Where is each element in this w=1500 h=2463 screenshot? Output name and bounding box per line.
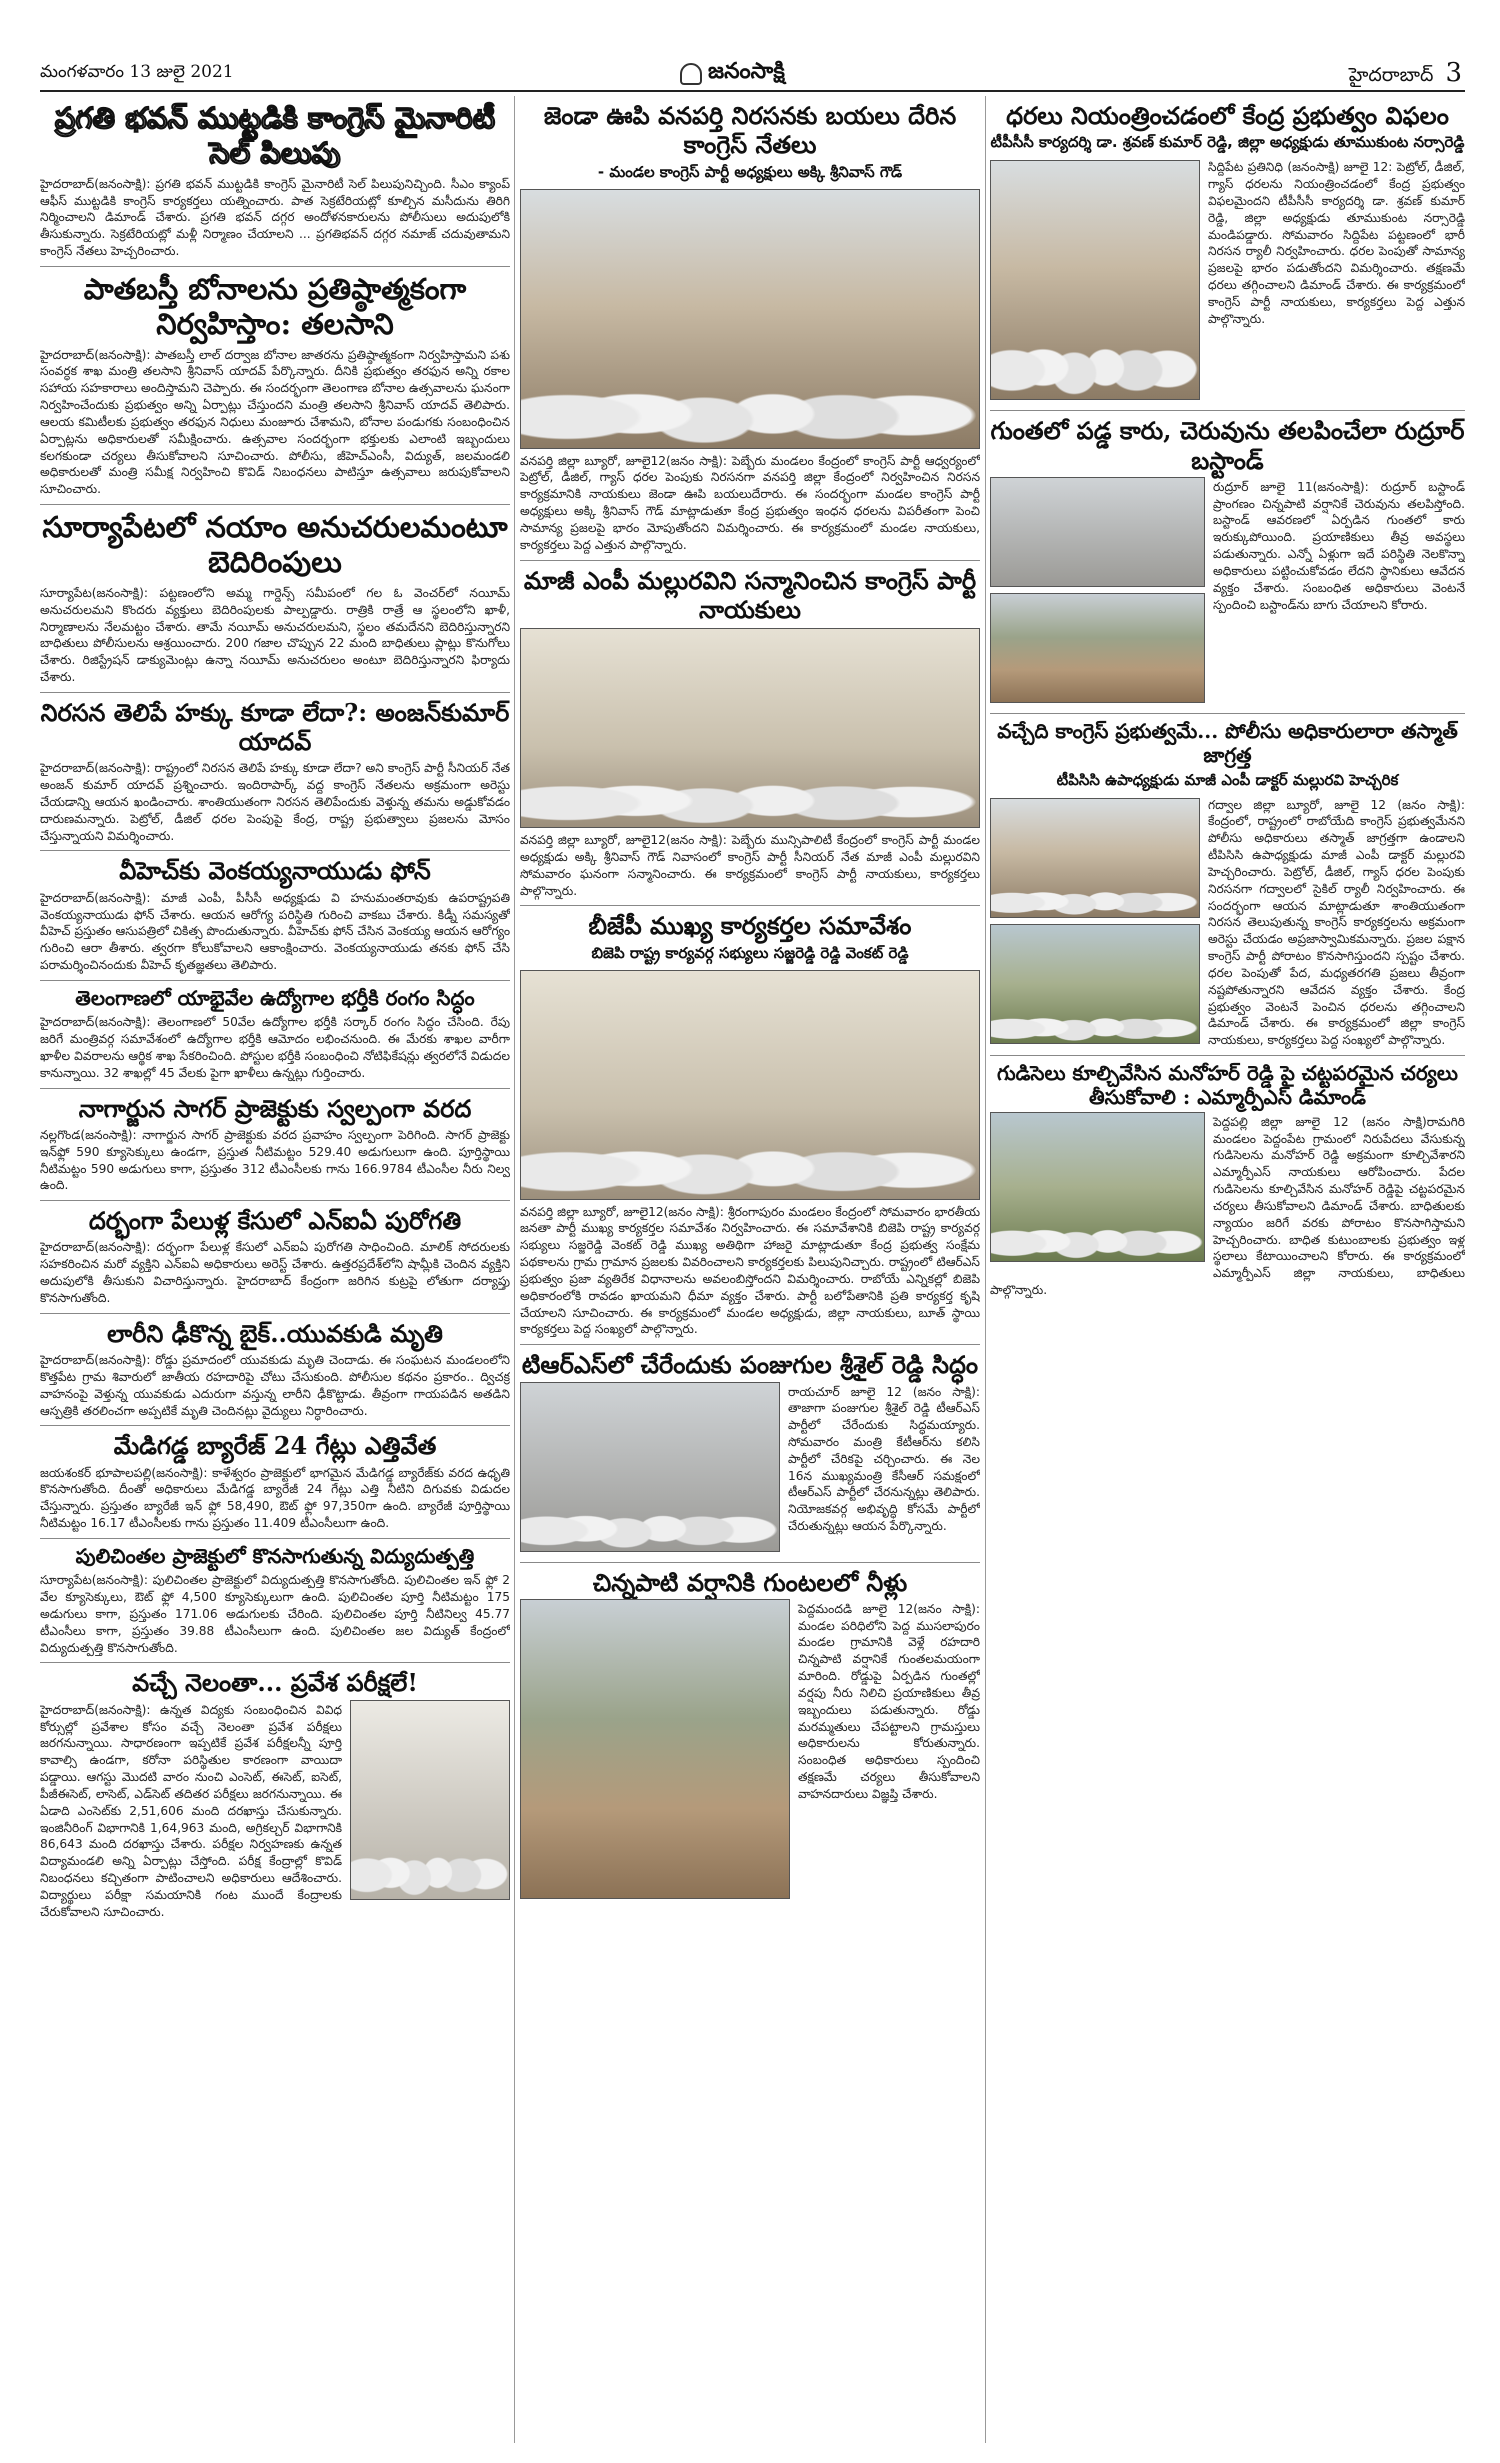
article-headline: లారీని ఢీకొన్న బైక్..యువకుడి మృతి [107, 1318, 443, 1348]
article [520, 561, 980, 907]
article-body: సూర్యాపేట(జనంసాక్షి): పట్టణంలోని అమ్మ గార్డెన్స్ సమీపంలో గల ఓ వెంచర్‌లో నయీమ్ అనుచరులమని కొందరు వ్యక్తులు బెదిరింపులకు పాల్పడ్డారు. రాత్రికి రాత్రే ఆ స్థలంలోని ఖాళీ, నిర్మాణాలను నేలమట్టం చేశారు. తామే నయీమ్ అనుచరులమని, స్థలం తమదేనని బెదిరిస్తున్నారని బాధితులు పోలీసులను ఆశ్రయించారు. 200 గజాల చొప్పున 22 మంది బాధితులు ప్లాట్లు కొనుగోలు చేశారు. రిజిస్ట్రేషన్ డాక్యుమెంట్లు ఉన్నా నయీమ్ అనుచరులం అంటూ బెదిరిస్తున్నారని ఫిర్యాదు చేశారు. [40, 585, 510, 684]
article-photo [520, 1382, 780, 1552]
newspaper-logo [680, 58, 785, 89]
article [520, 906, 980, 1345]
article-body: హైదరాబాద్(జనంసాక్షి): ఉన్నత విద్యకు సంబంధించిన వివిధ కోర్సుల్లో ప్రవేశాల కోసం వచ్చే నెలంతా ప్రవేశ పరీక్షలు జరగనున్నాయి. సాధారణంగా ఇప్పటికే ప్రవేశ పరీక్షలన్నీ పూర్తి కావాల్సి ఉండగా, కరోనా పరిస్థితుల కారణంగా వాయిదా పడ్డాయి. ఆగస్టు మొదటి వారం నుంచి ఎంసెట్, ఈసెట్, ఐసెట్, పీజీఈసెట్, లాసెట్, ఎడ్‌సెట్ తదితర పరీక్షలు జరగనున్నాయి. ఈ ఏడాది ఎంసెట్‌కు 2,51,606 మంది దరఖాస్తు చేసుకున్నారు. ఇంజినీరింగ్ విభాగానికి 1,64,963 మంది, అగ్రికల్చర్ విభాగానికి 86,643 మంది దరఖాస్తు చేశారు. పరీక్షల నిర్వహణకు ఉన్నత విద్యామండలి అన్ని ఏర్పాట్లు చేస్తోంది. పరీక్ష కేంద్రాల్లో కొవిడ్ నిబంధనలు కచ్చితంగా పాటించాలని అధికారులు ఆదేశించారు. విద్యార్థులు పరీక్షా సమయానికి గంట ముందే కేంద్రాలకు చేరుకోవాలని సూచించారు. [40, 1702, 342, 1919]
article-photo [990, 924, 1200, 1044]
article-body: రాయచూర్ జూలై 12 (జనం సాక్షి): తాజాగా పంజుగుల శ్రీశైల్ రెడ్డి టీఆర్ఎస్ పార్టీలో చేరేందుకు సిద్ధమయ్యారు. సోమవారం మంత్రి కేటీఆర్‌ను కలిసి పార్టీలో చేరికపై చర్చించారు. ఈ నెల 16న ముఖ్యమంత్రి కేసీఆర్ సమక్షంలో టీఆర్ఎస్ పార్టీలో చేరనున్నట్లు తెలిపారు. నియోజకవర్గ అభివృద్ధి కోసమే పార్టీలో చేరుతున్నట్లు ఆయన పేర్కొన్నారు. [788, 1384, 980, 1534]
article-headline: సూర్యాపేటలో నయాం అనుచరులమంటూ బెదిరింపులు [42, 510, 508, 580]
article-headline: టిఆర్ఎస్‌లో చేరేందుకు పంజుగుల శ్రీశైల్ రెడ్డి సిద్ధం [521, 1350, 979, 1380]
article-headline: దర్భంగా పేలుళ్ల కేసులో ఎన్ఐఏ పురోగతి [88, 1206, 462, 1236]
article-photo [350, 1700, 510, 1900]
article [40, 1201, 510, 1314]
article-body: జయశంకర్ భూపాలపల్లి(జనంసాక్షి): కాళేశ్వరం ప్రాజెక్టులో భాగమైన మేడిగడ్డ బ్యారేజ్‌కు వరద ఉధృతి కొనసాగుతోంది. దీంతో అధికారులు మేడిగడ్డ బ్యారేజీ 24 గేట్లు ఎత్తి నీటిని దిగువకు విడుదల చేస్తున్నారు. ప్రస్తుతం బ్యారేజీ ఇన్ ఫ్లో 58,490, ఔట్ ఫ్లో 97,350గా ఉంది. బ్యారేజీ పూర్తిస్థాయి నీటిమట్టం 16.17 టీఎంసీలకు గాను ప్రస్తుతం 11.409 టీఎంసీలుగా ఉంది. [40, 1465, 510, 1531]
article-photo [990, 160, 1200, 400]
article-photo [520, 970, 980, 1200]
article-photo [520, 1599, 790, 1899]
article-body: పెద్దపల్లి జిల్లా జూలై 12 (జనం సాక్షి)రామగిరి మండలం పెద్దంపేట గ్రామంలో నిరుపేదలు వేసుకున్న గుడిసెలను మనోహర్ రెడ్డి అక్రమంగా కూల్చివేశారని ఎమ్మార్పీఎస్ నాయకులు ఆరోపించారు. పేదల గుడిసెలను కూల్చివేసిన మనోహర్ రెడ్డిపై చట్టపరమైన చర్యలు తీసుకోవాలని డిమాండ్ చేశారు. బాధితులకు న్యాయం జరిగే వరకు పోరాటం కొనసాగిస్తామని హెచ్చరించారు. బాధిత కుటుంబాలకు ప్రభుత్వం ఇళ్ల స్థలాలు కేటాయించాలని కోరారు. ఈ కార్యక్రమంలో ఎమ్మార్పీఎస్ జిల్లా నాయకులు, బాధితులు పాల్గొన్నారు. [990, 1114, 1465, 1298]
article-body: సిద్దిపేట ప్రతినిధి (జనంసాక్షి) జూలై 12: పెట్రోల్, డీజిల్, గ్యాస్ ధరలను నియంత్రించడంలో కేంద్ర ప్రభుత్వం విఫలమైందని టీపీసీసీ కార్యదర్శి డా. శ్రవణ్ కుమార్ రెడ్డి, జిల్లా అధ్యక్షుడు తూముకుంట నర్సారెడ్డి మండిపడ్డారు. సోమవారం సిద్దిపేట పట్టణంలో భారీ నిరసన ర్యాలీ నిర్వహించారు. ధరల పెంపుతో సామాన్య ప్రజలపై భారం పడుతోందని విమర్శించారు. తక్షణమే ధరలు తగ్గించాలని డిమాండ్ చేశారు. ఈ కార్యక్రమంలో కాంగ్రెస్ పార్టీ నాయకులు, కార్యకర్తలు పెద్ద ఎత్తున పాల్గొన్నారు. [1208, 160, 1465, 326]
article [40, 1539, 510, 1664]
article-photo [990, 1112, 1205, 1262]
article [990, 714, 1465, 1056]
column-left [40, 96, 510, 2443]
article-body: గద్వాల జిల్లా బ్యూరో, జూలై 12 (జనం సాక్షి): కేంద్రంలో, రాష్ట్రంలో రాబోయేది కాంగ్రెస్ ప్రభుత్వమేనని పోలీసు అధికారులు తస్మాత్ జాగ్రత్తగా ఉండాలని టీపిసిసి ఉపాధ్యక్షుడు మాజీ ఎంపీ డాక్టర్ మల్లురవి హెచ్చరించారు. పెట్రోల్, డీజిల్, గ్యాస్ ధరల పెంపుకు నిరసనగా గద్వాలలో సైకిల్ ర్యాలీ నిర్వహించారు. ఈ సందర్భంగా ఆయన మాట్లాడుతూ శాంతియుతంగా నిరసన తెలుపుతున్న కాంగ్రెస్ కార్యకర్తలను అక్రమంగా అరెస్టు చేయడం అప్రజాస్వామికమన్నారు. ప్రజల పక్షాన కాంగ్రెస్ పార్టీ పోరాటం కొనసాగిస్తుందని స్పష్టం చేశారు. ధరల పెంపుతో పేద, మధ్యతరగతి ప్రజలు తీవ్రంగా నష్టపోతున్నారని ఆవేదన వ్యక్తం చేశారు. కేంద్ర ప్రభుత్వం వెంటనే పెంచిన ధరలను తగ్గించాలని డిమాండ్ చేశారు. ఈ కార్యక్రమంలో జిల్లా కాంగ్రెస్ నాయకులు, కార్యకర్తలు పెద్ద సంఖ్యలో పాల్గొన్నారు. [1208, 797, 1465, 1048]
article-body: రుద్రూర్ జూలై 11(జనంసాక్షి): రుద్రూర్ బస్టాండ్ ప్రాంగణం చిన్నపాటి వర్షానికే చెరువును తలపిస్తోంది. బస్టాండ్ ఆవరణలో ఏర్పడిన గుంతలో కారు ఇరుక్కుపోయింది. ప్రయాణికులు తీవ్ర అవస్థలు పడుతున్నారు. ఎన్నో ఏళ్లుగా ఇదే పరిస్థితి నెలకొన్నా అధికారులు పట్టించుకోవడం లేదని స్థానికులు ఆవేదన వ్యక్తం చేశారు. సంబంధిత అధికారులు వెంటనే స్పందించి బస్టాండ్‌ను బాగు చేయాలని కోరారు. [1213, 479, 1465, 612]
article [40, 267, 510, 505]
article [40, 1663, 510, 1926]
edition-city: హైదరాబాద్ [1348, 64, 1434, 86]
article [40, 505, 510, 693]
article-headline: ప్రగతి భవన్ ముట్టడికి కాంగ్రెస్ మైనారిటీ సెల్ పిలుపు [54, 101, 496, 171]
article-headline: మేడిగడ్డ బ్యారేజ్ 24 గేట్లు ఎత్తివేత [113, 1431, 437, 1461]
article-body: హైదరాబాద్(జనంసాక్షి): రోడ్డు ప్రమాదంలో యువకుడు మృతి చెందాడు. ఈ సంఘటన మండలంలోని కొత్తపేట గ్రామ శివారులో జాతీయ రహదారిపై చోటు చేసుకుంది. పోలీసుల కథనం ప్రకారం.. ద్విచక్ర వాహనంపై వెళ్తున్న యువకుడు ఎదురుగా వస్తున్న లారీని ఢీకొట్టాడు. తీవ్రంగా గాయపడిన అతడిని ఆస్పత్రికి తరలించగా అప్పటికే మృతి చెందినట్లు వైద్యులు నిర్ధారించారు. [40, 1353, 510, 1418]
article-body: హైదరాబాద్(జనంసాక్షి): ప్రగతి భవన్ ముట్టడికి కాంగ్రెస్ మైనారిటీ సెల్ పిలుపునిచ్చింది. సీఎం క్యాంప్ ఆఫీస్ ముట్టడికి కాంగ్రెస్ కార్యకర్తలు యత్నించారు. పాత సెక్రటేరియట్లో కూల్చిన మసీదును తిరిగి నిర్మించాలని డిమాండ్ చేశారు. ప్రగతి భవన్ దగ్గర అందోళనకారులను పోలీసులు అదుపులోకి తీసుకున్నారు. సెక్రటేరియట్లో మళ్లీ నిర్మాణం చేయాలని ... ప్రగతిభవన్ దగ్గర నమాజ్ చదువుతామని కాంగ్రెస్ నేతలు హెచ్చరించారు. [40, 176, 510, 259]
article-body: హైదరాబాద్(జనంసాక్షి): పాతబస్తీ లాల్ దర్వాజ బోనాల జాతరను ప్రతిష్ఠాత్మకంగా నిర్వహిస్తామని పశు సంవర్ధక శాఖ మంత్రి తలసాని శ్రీనివాస్ యాదవ్ పేర్కొన్నారు. దీనికి ప్రభుత్వం తరఫున అన్ని రకాల సహాయ సహకారాలు అందిస్తామని చెప్పారు. ఈ సందర్భంగా తెలంగాణ బోనాల ఉత్సవాలను ఘనంగా నిర్వహించేందుకు ప్రభుత్వం అన్ని ఏర్పాట్లు చేస్తుందని మంత్రి తలసాని శ్రీనివాస్ యాదవ్ తెలిపారు. ఆలయ కమిటీలకు ప్రభుత్వం తరఫున నిధులు మంజూరు చేశామని, బోనాల పండుగకు సంబంధించిన ఏర్పాట్లను అధికారులతో సమీక్షించారు. ఉత్సవాల సందర్భంగా భక్తులకు ఎలాంటి ఇబ్బందులు కలగకుండా చర్యలు తీసుకోవాలని సూచించారు. పోలీసు, జీహెచ్ఎంసీ, విద్యుత్, జలమండలి అధికారులతో మంత్రి సమీక్ష నిర్వహించి కొవిడ్ నిబంధనలు పాటిస్తూ ఉత్సవాలు జరుపుకోవాలని సూచించారు. [40, 347, 510, 497]
article [40, 96, 510, 267]
article-body: హైదరాబాద్(జనంసాక్షి): దర్భంగా పేలుళ్ల కేసులో ఎన్ఐఏ పురోగతి సాధించింది. మాలిక్ సోదరులకు సహకరించిన మరో వ్యక్తిని ఎన్ఐఏ అధికారులు అరెస్ట్ చేశారు. ఉత్తరప్రదేశ్‌లోని షామ్లీకి చెందిన వ్యక్తిని అదుపులోకి తీసుకుని విచారిస్తున్నారు. హైదరాబాద్ కేంద్రంగా జరిగిన కుట్రపై లోతుగా దర్యాప్తు కొనసాగుతోంది. [40, 1240, 510, 1305]
article [40, 981, 510, 1089]
newspaper-name: జనంసాక్షి [708, 58, 785, 84]
article-photo [990, 477, 1205, 587]
article-subheadline: బిజెపి రాష్ట్ర కార్యవర్గ సభ్యులు సజ్జరెడ్డి రెడ్డి వెంకట్ రెడ్డి [591, 943, 909, 962]
logo-icon [680, 63, 702, 85]
article [990, 411, 1465, 714]
article-headline: నాగార్జున సాగర్ ప్రాజెక్టుకు స్వల్పంగా వరద [78, 1093, 472, 1123]
article-photo [520, 628, 980, 828]
article-body: వనపర్తి జిల్లా బ్యూరో, జూలై12(జనం సాక్షి): శ్రీరంగాపురం మండలం కేంద్రంలో సోమవారం భారతీయ జనతా పార్టీ ముఖ్య కార్యకర్తల సమావేశం నిర్వహించారు. ఈ సమావేశానికి బిజెపి రాష్ట్ర కార్యవర్గ సభ్యులు సజ్జరెడ్డి వెంకట్ రెడ్డి ముఖ్య అతిథిగా హాజరై మాట్లాడుతూ కేంద్ర ప్రభుత్వ సంక్షేమ పథకాలను గ్రామ గ్రామాన ప్రజలకు వివరించాలని కార్యకర్తలకు పిలుపునిచ్చారు. రాష్ట్రంలో టిఆర్ఎస్ ప్రభుత్వం ప్రజా వ్యతిరేక విధానాలను అవలంబిస్తోందని విమర్శించారు. రాబోయే ఎన్నికల్లో బిజెపి అధికారంలోకి రావడం ఖాయమని ధీమా వ్యక్తం చేశారు. పార్టీ బలోపేతానికి ప్రతి కార్యకర్త కృషి చేయాలని సూచించారు. ఈ కార్యక్రమంలో మండల అధ్యక్షుడు, జిల్లా నాయకులు, బూత్ స్థాయి కార్యకర్తలు పెద్ద సంఖ్యలో పాల్గొన్నారు. [520, 1204, 980, 1337]
article-body: సూర్యాపేట(జనంసాక్షి): పులిచింతల ప్రాజెక్టులో విద్యుదుత్పత్తి కొనసాగుతోంది. పులిచింతల ఇన్ ఫ్లో 2 వేల క్యూసెక్కులు, ఔట్ ఫ్లో 4,500 క్యూసెక్కులుగా ఉంది. పులిచింతల పూర్తి నీటిమట్టం 175 అడుగులు కాగా, ప్రస్తుతం 171.06 అడుగులకు చేరింది. పులిచింతల పూర్తి నీటినిల్వ 45.77 టీఎంసీలు కాగా, ప్రస్తుతం 39.88 టీఎంసీలుగా ఉంది. పులిచింతల జల విద్యుత్ కేంద్రంలో విద్యుదుత్పత్తి కొనసాగుతోంది. [40, 1573, 510, 1655]
article-headline: జెండా ఊపి వనపర్తి నిరసనకు బయలు దేరిన కాంగ్రెస్ నేతలు [543, 101, 957, 160]
article-subheadline: టీపిసిసి ఉపాధ్యక్షుడు మాజీ ఎంపీ డాక్టర్ మల్లురవి హెచ్చరిక [1056, 770, 1399, 789]
article-photo [990, 798, 1200, 918]
article-headline: నిరసన తెలిపే హక్కు కూడా లేదా?: అంజన్‌కుమార్ యాదవ్ [40, 697, 510, 757]
article [990, 96, 1465, 411]
article-body: హైదరాబాద్(జనంసాక్షి): తెలంగాణలో 50వేల ఉద్యోగాల భర్తీకి సర్కార్ రంగం సిద్ధం చేసింది. రేపు జరిగే మంత్రివర్గ సమావేశంలో ఉద్యోగాల భర్తీకి ఆమోదం లభించనుంది. ఈ మేరకు శాఖల వారీగా ఖాళీల వివరాలను ఆర్థిక శాఖ సేకరించింది. పోస్టుల భర్తీకి సంబంధించి నోటిఫికేషన్లు త్వరలోనే విడుదల కానున్నాయి. 32 శాఖల్లో 45 వేలకు పైగా ఖాళీలు ఉన్నట్లు గుర్తించారు. [40, 1015, 510, 1080]
article [40, 1089, 510, 1202]
article-headline: వచ్చే నెలంతా... ప్రవేశ పరీక్షలే! [132, 1668, 418, 1698]
page-number: 3 [1445, 58, 1462, 88]
article-headline: తెలంగాణలో యాభైవేల ఉద్యోగాల భర్తీకి రంగం సిద్ధం [75, 985, 475, 1010]
article-headline: వచ్చేది కాంగ్రెస్ ప్రభుత్వమే... పోలీసు అధికారులారా తస్మాత్ జాగ్రత్త [997, 718, 1458, 768]
article [40, 851, 510, 980]
article-subheadline: - మండల కాంగ్రెస్ పార్టీ అధ్యక్షులు అక్కి శ్రీనివాస్ గౌడ్ [597, 162, 903, 181]
article [520, 1345, 980, 1562]
article-body: హైదరాబాద్(జనంసాక్షి): రాష్ట్రంలో నిరసన తెలిపే హక్కు కూడా లేదా? అని కాంగ్రెస్ పార్టీ సీనియర్ నేత అంజన్ కుమార్ యాదవ్ ప్రశ్నించారు. ఇందిరాపార్క్ వద్ద కాంగ్రెస్ నేతలను అక్రమంగా అరెస్టు చేయడాన్ని ఆయన ఖండించారు. శాంతియుతంగా నిరసన తెలిపేందుకు వెళ్తున్న తమను అడ్డుకోవడం దారుణమన్నారు. పెట్రోల్, డీజిల్ ధరల పెంపుపై కేంద్ర, రాష్ట్ర ప్రభుత్వాలు ప్రజలను మోసం చేస్తున్నాయని విమర్శించారు. [40, 761, 510, 843]
page-info [1349, 58, 1462, 91]
article-headline: మాజీ ఎంపీ మల్లురవిని సన్మానించిన కాంగ్రెస్ పార్టీ నాయకులు [523, 565, 977, 624]
column-center [520, 96, 980, 2443]
article [520, 96, 980, 561]
masthead [0, 0, 1500, 92]
article-body: హైదరాబాద్(జనంసాక్షి): మాజీ ఎంపీ, పీసీసీ అధ్యక్షుడు వి హనుమంతరావుకు ఉపరాష్ట్రపతి వెంకయ్యనాయుడు ఫోన్ చేశారు. ఆయన ఆరోగ్య పరిస్థితి గురించి వాకబు చేశారు. కిడ్నీ సమస్యతో వీహెచ్ ప్రస్తుతం ఆసుపత్రిలో చికిత్స పొందుతున్నారు. వీహెచ్‌కు ఫోన్ చేసిన వెంకయ్య ఆయన ఆరోగ్యం గురించి ఆరా తీశారు. త్వరగా కోలుకోవాలని ఆకాంక్షించారు. వెంకయ్యనాయుడు తనకు ఫోన్ చేసి పరామర్శించినందుకు వీహెచ్ కృతజ్ఞతలు తెలిపారు. [40, 890, 510, 973]
article-headline: గుడిసెలు కూల్చివేసిన మనోహర్ రెడ్డి పై చట్టపరమైన చర్యలు తీసుకోవాలి : ఎమ్మార్పీఎస్ డిమాండ్ [997, 1061, 1458, 1110]
masthead-rule [40, 90, 1465, 92]
article-headline: వీహెచ్‌కు వెంకయ్యనాయుడు ఫోన్ [119, 856, 431, 886]
article-headline: ధరలు నియంత్రించడంలో కేంద్ర ప్రభుత్వం విఫలం [1006, 101, 1449, 130]
article-body: వనపర్తి జిల్లా బ్యూరో, జూలై12(జనం సాక్షి): పెబ్బేరు మున్సిపాలిటీ కేంద్రంలో కాంగ్రెస్ పార్టీ మండల అధ్యక్షుడు అక్కి శ్రీనివాస్ గౌడ్ నివాసంలో కాంగ్రెస్ పార్టీ సీనియర్ నేత మాజీ ఎంపీ మల్లురవిని సోమవారం ఘనంగా సన్మానించారు. ఈ కార్యక్రమంలో కాంగ్రెస్ పార్టీ నాయకులు, కార్యకర్తలు పాల్గొన్నారు. [520, 833, 980, 898]
article-headline: పులిచింతల ప్రాజెక్టులో కొనసాగుతున్న విద్యుదుత్పత్తి [75, 1543, 475, 1568]
column-divider [514, 96, 515, 2443]
article-photo [520, 189, 980, 449]
article-subheadline: టీపీసీసీ కార్యదర్శి డా. శ్రవణ్ కుమార్ రెడ్డి, జిల్లా అధ్యక్షుడు తూముకుంట నర్సారెడ్డి [990, 133, 1465, 152]
article [40, 693, 510, 852]
article-body: పెద్దమందడి జూలై 12(జనం సాక్షి): మండల పరిధిలోని పెద్ద ముసలాపురం మండల గ్రామానికి వెళ్లే రహదారి చిన్నపాటి వర్షానికే గుంతలమయంగా మారింది. రోడ్డుపై ఏర్పడిన గుంతల్లో వర్షపు నీరు నిలిచి ప్రయాణికులు తీవ్ర ఇబ్బందులు పడుతున్నారు. రోడ్డు మరమ్మతులు చేపట్టాలని గ్రామస్తులు అధికారులను కోరుతున్నారు. సంబంధిత అధికారులు స్పందించి తక్షణమే చర్యలు తీసుకోవాలని వాహనదారులు విజ్ఞప్తి చేశారు. [798, 1601, 980, 1801]
article [990, 1056, 1465, 1305]
article-photo [990, 593, 1205, 703]
article-body: నల్లగొండ(జనంసాక్షి): నాగార్జున సాగర్ ప్రాజెక్టుకు వరద ప్రవాహం స్వల్పంగా పెరిగింది. సాగర్ ప్రాజెక్టు ఇన్‌ఫ్లో 590 క్యూసెక్కులు ఉండగా, ప్రస్తుత నీటిమట్టం 529.40 అడుగులుగా ఉంది. పూర్తిస్థాయి నీటిమట్టం 590 అడుగులు కాగా, ప్రస్తుతం 312 టీఎంసీలకు గాను 166.9784 టీఎంసీల నీరు నిల్వ ఉంది. [40, 1127, 510, 1193]
article-headline: గుంతలో పడ్డ కారు, చెరువును తలపించేలా రుద్రూర్ బస్టాండ్ [990, 416, 1465, 475]
issue-date: మంగళవారం 13 జులై 2021 [40, 62, 234, 82]
article-headline: బీజేపీ ముఖ్య కార్యకర్తల సమావేశం [588, 911, 912, 941]
article [40, 1426, 510, 1539]
column-divider [985, 96, 986, 2443]
article [520, 1563, 980, 1909]
article [40, 1314, 510, 1427]
article-headline: చిన్నపాటి వర్షానికి గుంటలలో నీళ్లు [592, 1567, 908, 1597]
article-headline: పాతబస్తీ బోనాలను ప్రతిష్ఠాత్మకంగా నిర్వహిస్తాం: తలసాని [83, 271, 467, 342]
article-body: వనపర్తి జిల్లా బ్యూరో, జూలై12(జనం సాక్షి): పెబ్బేరు మండలం కేంద్రంలో కాంగ్రెస్ పార్టీ ఆధ్వర్యంలో పెట్రోల్, డీజిల్, గ్యాస్ ధరల పెంపుకు నిరసనగా వనపర్తి జిల్లా కేంద్రంలో నిర్వహించిన నిరసన కార్యక్రమానికి నాయకులు జెండా ఊపి బయలుదేరారు. ఈ సందర్భంగా మండల కాంగ్రెస్ పార్టీ అధ్యక్షులు అక్కి శ్రీనివాస్ గౌడ్ మాట్లాడుతూ కేంద్ర ప్రభుత్వం ఇంధన ధరలను విపరీతంగా పెంచి సామాన్య ప్రజలపై భారం మోపుతోందని విమర్శించారు. ఈ కార్యక్రమంలో మండల నాయకులు, కార్యకర్తలు పెద్ద ఎత్తున పాల్గొన్నారు. [520, 453, 980, 552]
column-right [990, 96, 1465, 2443]
